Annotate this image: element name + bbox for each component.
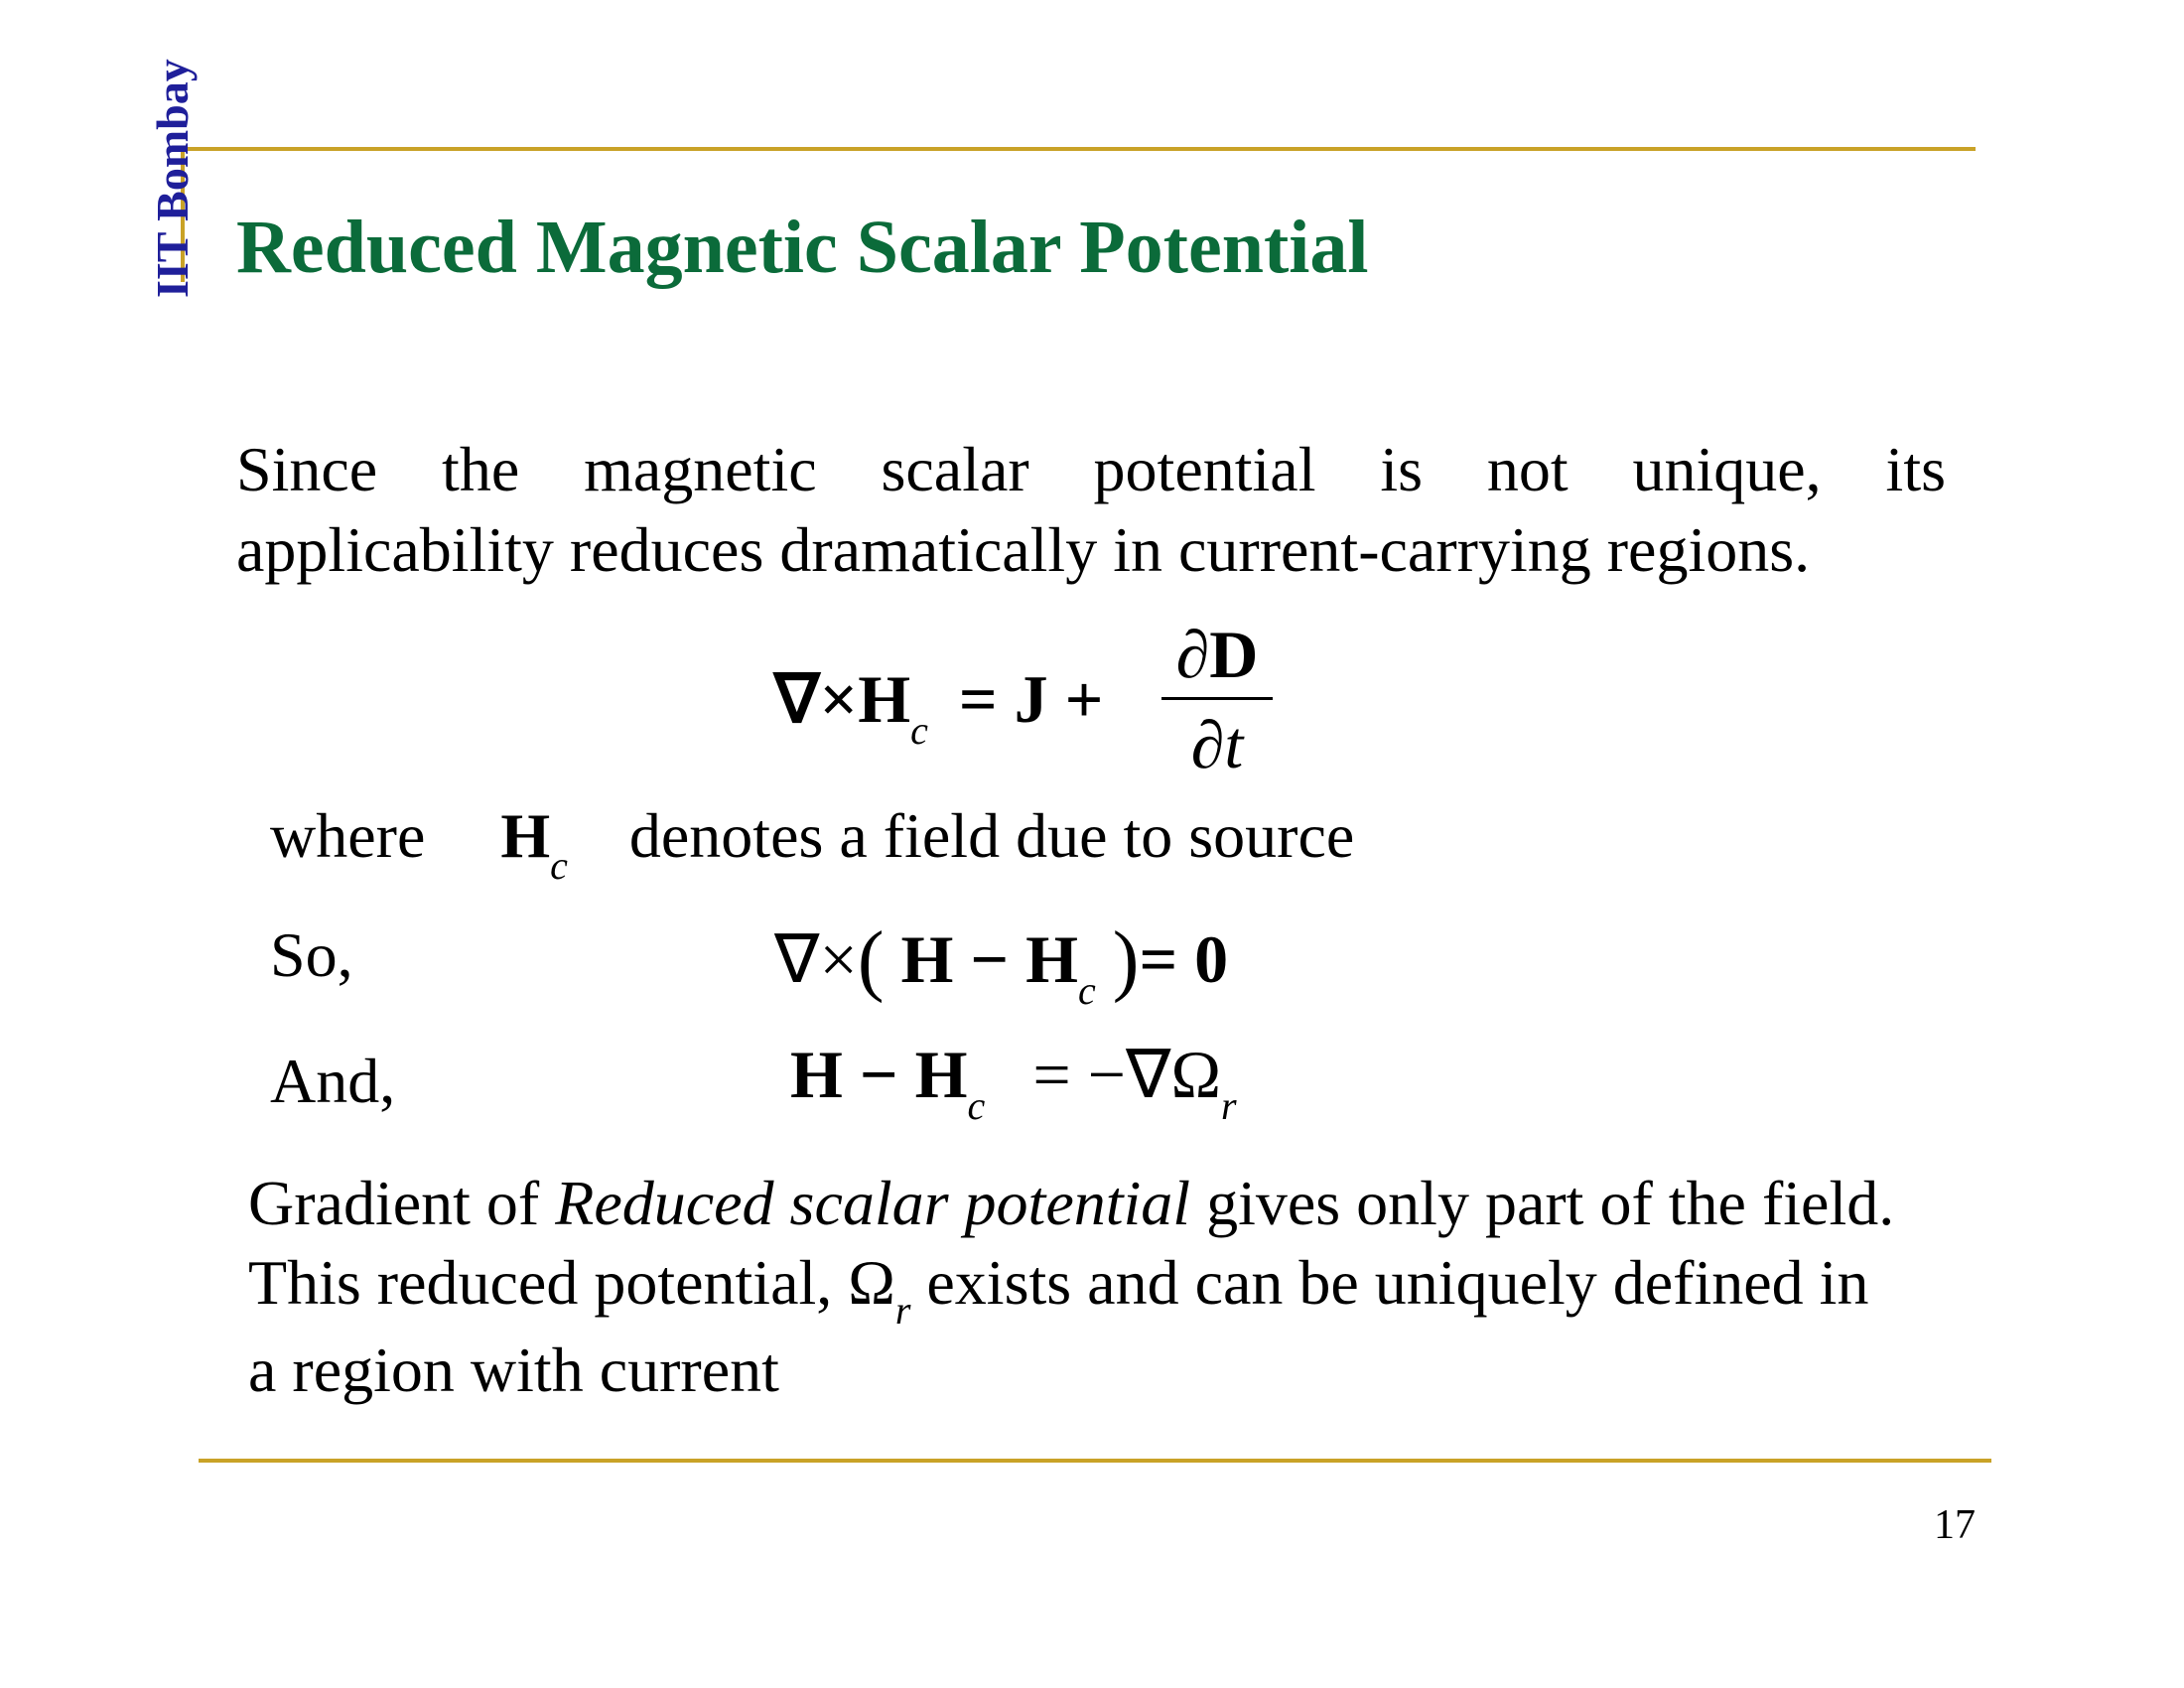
fraction-bar [1161,697,1273,700]
bottom-rule [199,1459,1991,1463]
intro-line-1: Since the magnetic scalar potential is not unique, its [236,434,1946,504]
intro-paragraph [236,429,1946,590]
closing-line-2: This reduced potential, $\Omega_r$ exists and can be uniquely defined in [248,1247,1869,1333]
top-rule [181,147,1976,151]
reduced-scalar-potential-emphasis: Reduced scalar potential [555,1168,1191,1238]
page-number: 17 [1934,1502,1976,1548]
fraction-denominator: ∂t [1190,707,1244,782]
closing-paragraph [248,1164,1985,1410]
closing-line-1: Gradient of Reduced scalar potential gives only part of the field. [248,1168,1895,1238]
where-statement: where $H_c$ denotes a field due to source [270,800,1355,888]
equation-curl-difference: ∇×( $H - H_c$ )= 0 [774,916,1229,1013]
equation-curl-hc-lhs: $\nabla\times H_c = J$ + [774,661,1104,753]
closing-line-3: a region with current [248,1335,779,1405]
institution-label: IIT Bombay [147,59,198,298]
where-symbol: H [500,800,551,871]
slide-title: Reduced Magnetic Scalar Potential [236,206,1369,289]
so-label: So, [270,919,353,990]
equation-reduced-gradient: $H - H_c = -\nabla\Omega_r$ [790,1037,1237,1128]
fraction-numerator: ∂D [1175,617,1259,692]
equation-fraction [1161,616,1273,784]
intro-line-2: applicability reduces dramatically in current-carrying regions. [236,514,1811,585]
and-label: And, [270,1046,396,1116]
